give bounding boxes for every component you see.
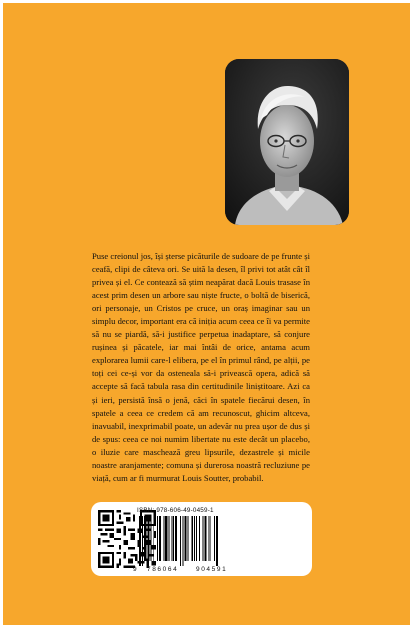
barcode-bar (163, 516, 164, 561)
barcode-bar (196, 516, 197, 561)
barcode-bar (157, 516, 158, 561)
barcode-bar (187, 516, 188, 561)
author-portrait-photo (225, 59, 349, 225)
barcode-bar (168, 516, 169, 561)
ean-barcode (137, 516, 243, 566)
barcode-bar (199, 516, 200, 561)
barcode-bar (210, 516, 211, 561)
barcode-bar (194, 516, 195, 561)
barcode-bar (144, 516, 147, 561)
barcode-bar (153, 516, 154, 561)
ean-left-digits: 786064 (147, 566, 179, 573)
barcode-bar (142, 516, 143, 566)
portrait-icon (225, 59, 349, 225)
barcode-bar (185, 516, 187, 561)
barcode-bar (173, 516, 174, 561)
barcode-bar (216, 516, 218, 566)
barcode-bar (191, 516, 193, 561)
barcode-bar (148, 516, 150, 561)
back-cover-blurb: Puse creionul jos, își șterse picăturile de sudoare de pe frunte și ceafă, clipi de câteva ori. Se uită la desen, îl privi tot atât cât îl privea și el. Ce contează să știm neapărat dacă Louis trasase în acest prim desen un arbore sau niște fructe, o boltă de biserică, ori personaje, un Cristos pe cruce, un oraș imaginar sau un simplu decor, important era că iniția acum ceea ce îi va permite să nu se piardă, să-i justifice perpetua inadaptare, să conjure rușinea și păcatele, iar mai întâi de orice, antama acum explorarea lumii care-l elibera, pe el în primul rând, pe alții, pe toți cei ce-și vor da osteneala să-i privească opera, adică să accepte să facă tabula rasa din certitudinile liniștitoare. Azi ca și ieri, persistă însă o jenă, căci în spatele fiecărui desen, în spatele a ceea ce credem că am recunoscut, ghicim altceva, inavuabil, inexprimabil poate, un adevăr nu prea ușor de dus și de spus: ceea ce noi numim libertate nu este decât un placebo, o iluzie care maschează greu lipsurile, dezastrele și micile noastre aranjamente; comuna și durerosa noastră recluziune pe viață, cum ar fi murmurat Louis Soutter, probabil. (92, 251, 310, 483)
barcode-bar (159, 516, 161, 561)
barcode-bar (150, 516, 151, 561)
barcode-bar (175, 516, 177, 561)
barcode-bar (214, 516, 215, 561)
barcode-bar (180, 516, 181, 566)
barcode-bar (203, 516, 204, 561)
barcode-bar (205, 516, 207, 561)
isbn-label: ISBN: 978-606-49-0459-1 (137, 507, 214, 514)
barcode-bar (208, 516, 209, 561)
ean-right-digits: 904591 (196, 566, 228, 573)
barcode-bar (171, 516, 172, 561)
barcode-bar (165, 516, 168, 561)
barcode-bar (139, 516, 141, 566)
ean-first-digit: 9 (133, 566, 137, 573)
barcode-bar (183, 516, 184, 566)
